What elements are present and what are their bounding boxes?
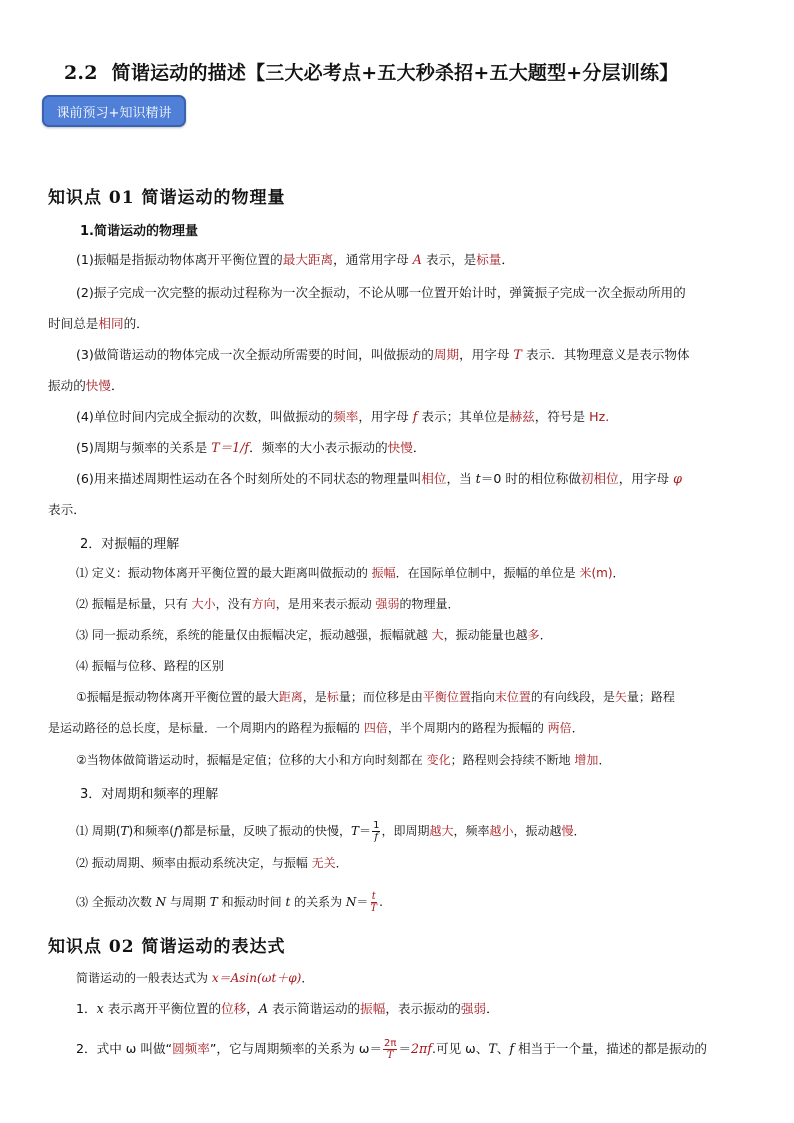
subheading-3: 3．对周期和频率的理解 xyxy=(80,787,219,802)
text-run: 平衡位置 xyxy=(422,690,471,704)
text-run: 1． xyxy=(76,1001,97,1016)
text-run: 频率 xyxy=(333,409,359,424)
amplitude-item-4: ⑷ 振幅与位移、路程的区别 xyxy=(76,659,224,673)
fraction-t-over-T xyxy=(369,891,378,914)
text-run: 振幅 xyxy=(360,1001,386,1016)
text-run: 与周期 xyxy=(166,895,210,909)
text-run: 大 xyxy=(431,628,444,642)
text-run: 周期 xyxy=(433,347,460,362)
text-run: (4)单位时间内完成全振动的次数，叫做振动的 xyxy=(76,409,334,424)
text-run: N xyxy=(345,895,357,909)
text-run: 米(m) xyxy=(579,566,613,580)
text-run: T xyxy=(120,824,129,838)
text-run: ”，它与周期频率的关系为 ω＝ xyxy=(209,1041,383,1056)
text-run: 是运动路径的总长度，是标量．一个周期内的路程为振幅的 xyxy=(48,721,364,735)
text-run: 大小 xyxy=(191,597,216,611)
text-run: 简谐运动的一般表达式为 xyxy=(76,971,212,985)
text-run: 两倍 xyxy=(547,721,572,735)
text-run: ，表示振动的 xyxy=(385,1001,461,1016)
text-run: 相同 xyxy=(98,316,124,331)
text-run: ． xyxy=(612,566,625,580)
paragraph-6-line-2: 表示． xyxy=(48,502,86,517)
paragraph-4 xyxy=(76,407,609,427)
text-run: ，即周期 xyxy=(381,824,430,838)
text-run: 的关系为 xyxy=(290,895,346,909)
expression-item-1 xyxy=(76,999,499,1019)
text-run: ⑴ 周期( xyxy=(76,824,121,838)
text-run: 相位 xyxy=(421,471,447,486)
text-run: ， xyxy=(246,1001,259,1016)
text-run: T＝1/f xyxy=(211,440,250,455)
text-run: ，符号是 xyxy=(534,409,590,424)
text-run: 越小 xyxy=(489,824,514,838)
period-item-2 xyxy=(76,853,348,873)
text-run: ． xyxy=(486,1001,499,1016)
text-run: 的物理量． xyxy=(399,597,460,611)
text-run: ． xyxy=(571,721,584,735)
text-run: ⑵ 振幅是标量，只有 xyxy=(76,597,192,611)
text-run: 最大距离 xyxy=(282,252,334,267)
text-run: ，是 xyxy=(302,690,327,704)
text-run: t xyxy=(475,471,481,486)
text-run: 表示，是 xyxy=(421,252,477,267)
text-run: A xyxy=(258,1001,268,1016)
section-number: 2.2 xyxy=(64,62,98,84)
text-run: 慢 xyxy=(561,824,574,838)
text-run: ． xyxy=(573,824,586,838)
text-run: 四倍 xyxy=(363,721,388,735)
amplitude-item-6 xyxy=(76,750,610,770)
fraction-1-over-f xyxy=(372,820,380,843)
amplitude-item-5-line-2 xyxy=(48,718,584,738)
paragraph-5 xyxy=(76,438,425,458)
text-run: (6)用来描述周期性运动在各个时刻所处的不同状态的物理量叫 xyxy=(76,471,422,486)
text-run: ． xyxy=(539,628,552,642)
text-run: T xyxy=(209,895,218,909)
text-run: (3)做简谐运动的物体完成一次全振动所需要的时间，叫做振动的 xyxy=(76,347,434,362)
text-run: T xyxy=(513,347,522,362)
period-item-3 xyxy=(76,891,383,914)
text-run: Hz xyxy=(589,409,606,424)
text-run: 1 xyxy=(373,820,380,831)
text-run: 量；而位移是由 xyxy=(338,690,423,704)
text-run: ，振动越 xyxy=(513,824,562,838)
text-run: 标 xyxy=(326,690,339,704)
text-run: ，用字母 xyxy=(459,347,514,362)
text-run: 振幅 xyxy=(371,566,396,580)
text-run: ⑴ 定义：振动物体离开平衡位置的最大距离叫做振动的 xyxy=(76,566,372,580)
text-run: 越大 xyxy=(429,824,454,838)
text-run: 表示离开平衡位置的 xyxy=(103,1001,222,1016)
text-run: φ xyxy=(673,471,682,486)
text-run: T xyxy=(351,824,360,838)
text-run: ，通常用字母 xyxy=(333,252,413,267)
paragraph-6-line-1 xyxy=(76,469,682,489)
text-run: ． xyxy=(110,378,124,393)
text-run: f xyxy=(173,824,179,838)
text-run: 表示．其物理意义是表示物体 xyxy=(521,347,690,362)
text-run: 快慢 xyxy=(85,378,111,393)
text-run: 的． xyxy=(123,316,149,331)
text-run: ①振幅是振动物体离开平衡位置的最大 xyxy=(76,690,279,704)
text-run: x＝Asin(ωt＋φ) xyxy=(211,971,302,985)
text-run: ＝ xyxy=(356,895,369,909)
text-run: (1)振幅是指振动物体离开平衡位置的 xyxy=(76,252,283,267)
page-title xyxy=(64,58,678,85)
text-run: t xyxy=(285,895,291,909)
text-run: 初相位 xyxy=(580,471,619,486)
text-run: 和振动时间 xyxy=(217,895,286,909)
text-run: T xyxy=(386,1050,394,1061)
paragraph-3-line-1 xyxy=(76,345,690,365)
amplitude-item-1 xyxy=(76,563,625,583)
text-run: ，振动能量也越 xyxy=(443,628,528,642)
text-run: 时间总是 xyxy=(48,316,99,331)
text-run: 快慢 xyxy=(387,440,413,455)
period-item-1 xyxy=(76,820,586,843)
text-run: ，是用来表示振动 xyxy=(275,597,376,611)
text-run: ⑵ 振动周期、频率由振动系统决定，与振幅 xyxy=(76,856,312,870)
text-run: 表示；其单位是 xyxy=(417,409,510,424)
text-run: ，当 xyxy=(446,471,476,486)
text-run: .可见 ω、 xyxy=(431,1041,489,1056)
text-run: 增加 xyxy=(574,753,599,767)
text-run: 2．式中 ω 叫做“ xyxy=(76,1041,173,1056)
knowledge-point-2-heading: 知识点 02 简谐运动的表达式 xyxy=(48,937,286,957)
text-run: ，没有 xyxy=(215,597,252,611)
text-run: 的有向线段，是 xyxy=(530,690,615,704)
text-run: 量；路程 xyxy=(626,690,675,704)
subheading-1: 1.简谐运动的物理量 xyxy=(80,224,198,239)
text-run: 矢 xyxy=(614,690,627,704)
text-run: 2π xyxy=(384,1038,397,1049)
text-run: ．频率的大小表示振动的 xyxy=(249,440,388,455)
expression-intro xyxy=(76,968,313,988)
amplitude-item-3 xyxy=(76,625,552,645)
fraction-2pi-over-T xyxy=(383,1038,397,1061)
text-run: T xyxy=(488,1041,497,1056)
text-run: T xyxy=(370,903,378,914)
text-run: N xyxy=(155,895,167,909)
text-run: 2πf xyxy=(411,1041,432,1056)
text-run: )都是标量，反映了振动的快慢， xyxy=(178,824,352,838)
text-run: 赫兹 xyxy=(509,409,535,424)
text-run: ． xyxy=(501,252,514,267)
text-run: ． xyxy=(335,856,348,870)
text-run: ，用字母 xyxy=(618,471,674,486)
expression-item-2 xyxy=(76,1038,707,1061)
text-run: 振动的 xyxy=(48,378,86,393)
text-run: ，半个周期内的路程为振幅的 xyxy=(387,721,548,735)
text-run: f xyxy=(374,832,379,843)
text-run: x xyxy=(96,1001,104,1016)
text-run: ⑶ 同一振动系统，系统的能量仅由振幅决定，振动越强，振幅就越 xyxy=(76,628,432,642)
text-run: 多 xyxy=(527,628,540,642)
paragraph-2-line-2 xyxy=(48,314,149,334)
section-badge-button[interactable]: 课前预习+知识精讲 xyxy=(42,95,186,127)
text-run: ，频率 xyxy=(453,824,490,838)
text-run: ⑶ 全振动次数 xyxy=(76,895,156,909)
text-run: 指向 xyxy=(470,690,495,704)
paragraph-2-line-1: (2)振子完成一次完整的振动过程称为一次全振动，不论从哪一位置开始计时，弹簧振子完成一次全振动所用的 xyxy=(76,285,686,300)
text-run: . xyxy=(379,895,383,909)
text-run: ． xyxy=(412,440,426,455)
knowledge-point-1-heading: 知识点 01 简谐运动的物理量 xyxy=(48,188,286,208)
amplitude-item-2 xyxy=(76,594,460,614)
text-run: 距离 xyxy=(278,690,303,704)
text-run: 强弱 xyxy=(375,597,400,611)
text-run: 相当于一个量，描述的都是振动的 xyxy=(514,1041,707,1056)
text-run: )和频率( xyxy=(128,824,174,838)
text-run: 表示简谐运动的 xyxy=(267,1001,361,1016)
amplitude-item-5-line-1 xyxy=(76,687,675,707)
text-run: ，用字母 xyxy=(358,409,413,424)
text-run: ＝ xyxy=(359,824,372,838)
text-run: 方向 xyxy=(251,597,276,611)
paragraph-1 xyxy=(76,250,514,270)
text-run: ＝0 时的相位称做 xyxy=(480,471,581,486)
text-run: f xyxy=(509,1041,514,1056)
text-run: 末位置 xyxy=(494,690,531,704)
text-run: ．在国际单位制中，振幅的单位是 xyxy=(395,566,580,580)
text-run: (5)周期与频率的关系是 xyxy=(76,440,212,455)
text-run: ＝ xyxy=(398,1041,412,1056)
paragraph-3-line-2 xyxy=(48,376,124,396)
text-run: t xyxy=(371,891,376,902)
text-run: f xyxy=(412,409,418,424)
text-run: A xyxy=(412,252,422,267)
text-run: 强弱 xyxy=(460,1001,487,1016)
text-run: 无关 xyxy=(311,856,336,870)
text-run: 圆频率 xyxy=(172,1041,210,1056)
text-run: ． xyxy=(598,753,611,767)
text-run: ；路程则会持续不断地 xyxy=(450,753,575,767)
text-run: ②当物体做简谐运动时，振幅是定值；位移的大小和方向时刻都在 xyxy=(76,753,427,767)
text-run: 位移 xyxy=(221,1001,247,1016)
title-text: 简谐运动的描述【三大必考点+五大秒杀招+五大题型+分层训练】 xyxy=(111,62,679,84)
text-run: 、 xyxy=(496,1041,510,1056)
text-run: 变化 xyxy=(426,753,451,767)
text-run: ． xyxy=(301,971,314,985)
subheading-2: 2．对振幅的理解 xyxy=(80,537,180,552)
text-run: . xyxy=(605,409,610,424)
text-run: 标量 xyxy=(476,252,502,267)
